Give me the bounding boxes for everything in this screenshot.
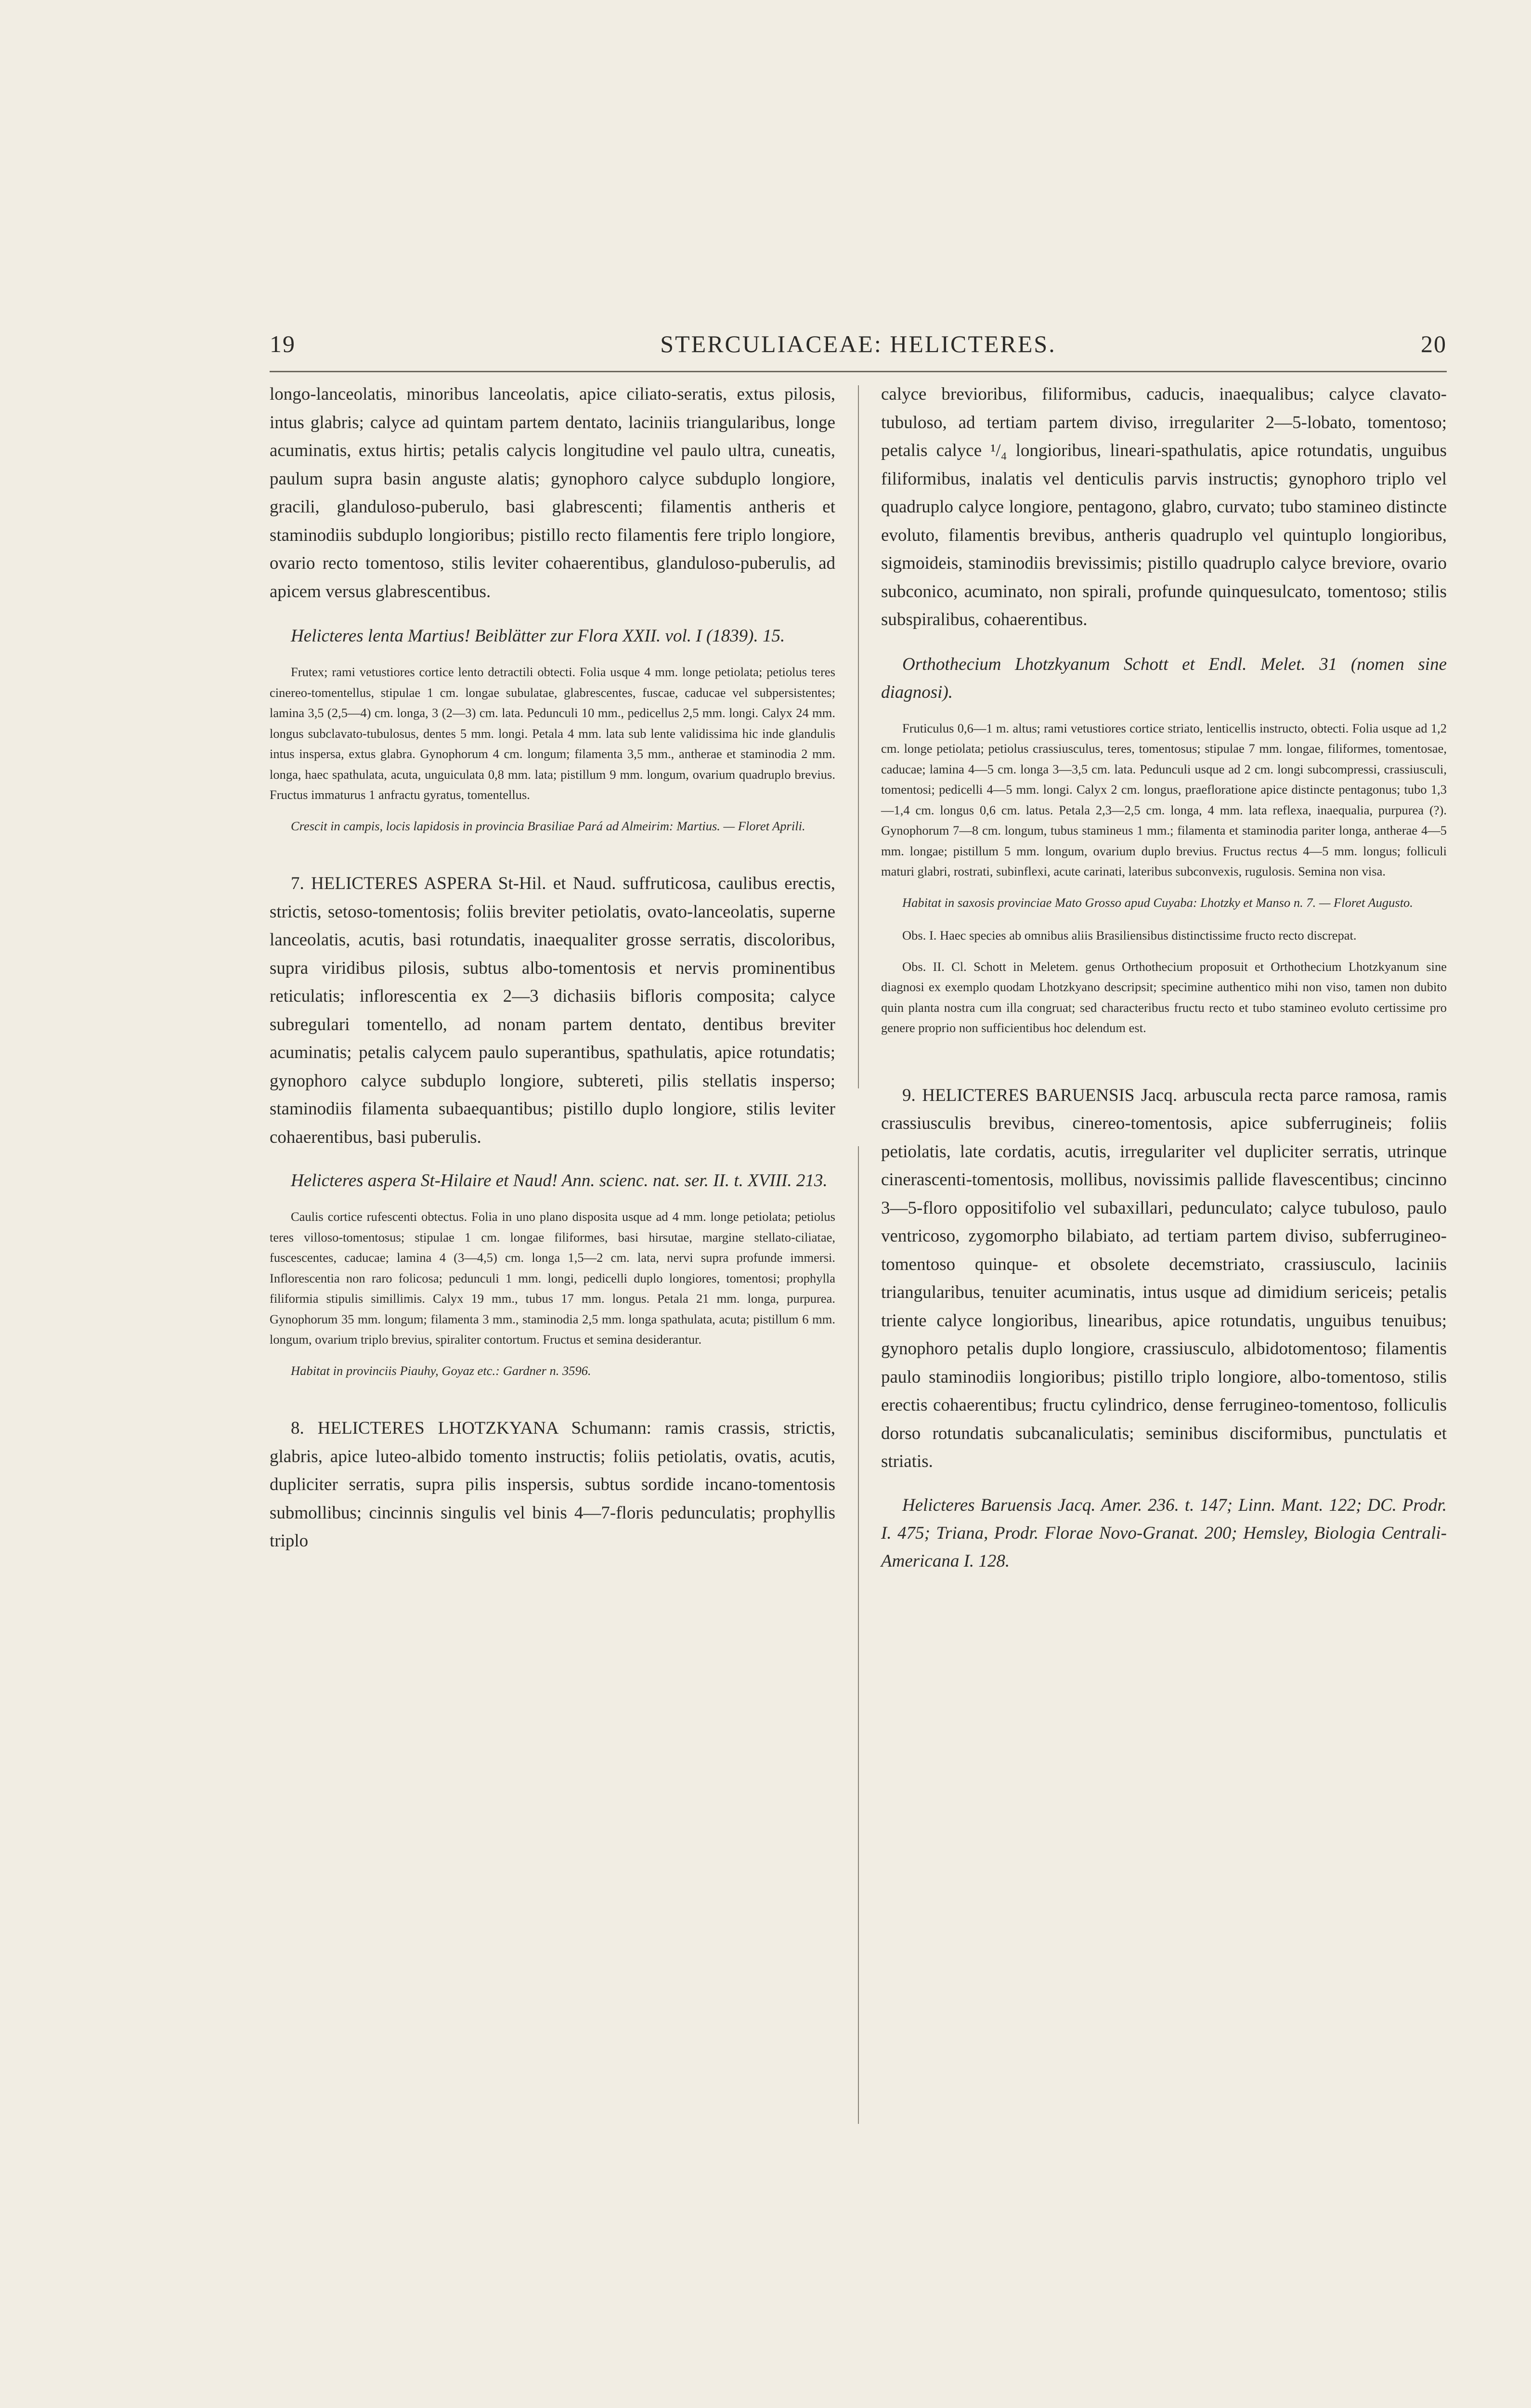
habitat: Habitat in saxosis provinciae Mato Grosso apud Cuyaba: Lhotzky et Manso n. 7. — Floret Augusto.	[902, 895, 1413, 910]
column-divider	[858, 385, 859, 1088]
page-number-left: 19	[270, 330, 296, 357]
description: Frutex; rami vetustiores cortice lento detractili obtecti. Folia usque 4 mm. longe petiolata; petiolus teres cinereo-tomentellus, stipulae 1 cm. longae subulatae, glabrescentes, fuscae, caducae vel subpersistentes; lamina 3,5 (2,5—4) cm. longa, 3 (2—3) cm. lata. Pedunculi 10 mm., pedicellus 2,5 mm. longi. Calyx 24 mm. longus subclavato-tubulosus, dentes 5 mm. longi. Petala 4 mm. lata sub lente validissima hic inde glandulis intus inspersa, extus glabra. Gynophorum 4 cm. longum; filamenta 3,5 mm., antherae et staminodia 2 mm. longa, haec spathulata, acuta, unguiculata 0,8 mm. lata; pistillum 9 mm. longum, ovarium quadruplo brevius. Fructus immaturus 1 anfractu gyratus, tomentellus.	[270, 665, 835, 802]
reference: Helicteres aspera St-Hilaire et Naud! Ann. scienc. nat. ser. II. t. XVIII. 213.	[291, 1171, 828, 1191]
species-paragraph: 8. HELICTERES LHOTZKYANA Schumann: ramis crassis, strictis, glabris, apice luteo-albido tomento instructis; foliis petiolatis, ovatis, acutis, dupliciter serratis, supra pilis inspersis, subtus sordide incano-tomentosis submollibus; cincinnis singulis vel binis 4—7-floris pedunculatis; prophyllis triplo	[270, 1418, 835, 1551]
page-number-right: 20	[1421, 330, 1447, 357]
description: Caulis cortice rufescenti obtectus. Folia in uno plano disposita usque ad 4 mm. longe petiolata; petiolus teres villoso-tomentosus; stipulae 1 cm. longae filiformes, basi hirsutae, margine stellato-ciliatae, fuscescentes, caducae; lamina 4 (3—4,5) cm. longa 1,5—2 cm. lata, nervi supra profunde immersi. Inflorescentia non raro folicosa; pedunculi 1 mm. longi, pedicelli duplo longiores, tomentosi; prophylla filiformia stipulis simillimis. Calyx 19 mm., tubus 17 mm. longus. Petala 21 mm. longa, purpurea. Gynophorum 35 mm. longum; filamenta 3 mm., staminodia 2,5 mm. longa spathulata, acuta; pistillum 6 mm. longum, ovarium triplo brevius, spiraliter contortum. Fructus et semina desiderantur.	[270, 1209, 835, 1347]
reference: Helicteres lenta Martius! Beiblätter zur Flora XXII. vol. I (1839). 15.	[291, 626, 785, 646]
habitat: Habitat in provinciis Piauhy, Goyaz etc.: Gardner n. 3596.	[291, 1363, 591, 1378]
species-paragraph: 9. HELICTERES BARUENSIS Jacq. arbuscula recta parce ramosa, ramis crassiusculis brevibus, cinereo-tomentosis, apice subferrugineis; foliis petiolatis, late cordatis, acutis, irregulariter vel dupliciter serratis, utrinque cinerascenti-tomentosis, mollibus, novissimis pallide flavescentibus; cincinno 3—5-floro oppositifolio vel subaxillari, pedunculato; calyce tubuloso, paulo ventricoso, zygomorpho bilabiato, ad tertiam partem diviso, subferrugineo-tomentoso quinque- et obsolete decemstriato, crassiusculo, laciniis triangularibus, tenuiter acuminatis, intus usque ad dimidium sericeis; petalis triente calyce longioribus, linearibus, apice rotundatis, unguibus tenuibus; gynophoro petalis duplo longiore, crassiusculo, albidotomentoso; filamentis paulo staminodiis longioribus; pistillo triplo longiore, albo-tomentoso, stilis erectis cohaerentibus; fructu cylindrico, dense ferrugineo-tomentoso, folliculis dorso rotundatis subcanaliculatis; seminibus disciformibus, punctulatis et striatis.	[881, 1085, 1447, 1471]
reference: Orthothecium Lhotzkyanum Schott et Endl. Melet. 31 (nomen sine diagnosi).	[881, 654, 1447, 702]
running-title: STERCULIACEAE: HELICTERES.	[660, 330, 1056, 357]
species-paragraph: 7. HELICTERES ASPERA St-Hil. et Naud. suffruticosa, caulibus erectis, strictis, setoso-tomentosis; foliis breviter petiolatis, ovato-lanceolatis, superne lanceolatis, acutis, basi rotundatis, inaequaliter grosse serratis, discoloribus, supra viridibus pilosis, subtus albo-tomentosis et nervis prominentibus reticulatis; inflorescentia ex 2—3 dichasiis bifloris composita; calyce subregulari tomentello, ad nonam partem dentato, dentibus breviter acuminatis; petalis calycem paulo superantibus, spathulatis, apice rotundatis; gynophoro calyce subduplo longiore, subtereti, pilis stellatis insperso; staminodiis filamenta subaequantibus; pistillo duplo longiore, stilis leviter cohaerentibus, basi puberulis.	[270, 874, 835, 1147]
reference: Helicteres Baruensis Jacq. Amer. 236. t. 147; Linn. Mant. 122; DC. Prodr. I. 475; Triana, Prodr. Florae Novo-Granat. 200; Hemsley, Biologia Centrali-Americana I. 128.	[881, 1495, 1447, 1571]
habitat: Crescit in campis, locis lapidosis in provincia Brasiliae Pará ad Almeirim: Martius. — Floret Aprili.	[291, 818, 805, 833]
column-divider	[858, 1146, 859, 2124]
paragraph: calyce brevioribus, filiformibus, caducis, inaequalibus; calyce clavato-tubuloso, ad tertiam partem diviso, irregulariter 2—5-lobato, tomentoso; petalis calyce ¹/₄ longioribus, lineari-spathulatis, apice rotundatis, unguibus filiformibus, inalatis vel denticulis parvis instructis; gynophoro triplo vel quadruplo calyce longiore, pentagono, glabro, curvato; tubo stamineo distincte evoluto, filamentis brevibus, antheris quadruplo vel quintuplo longioribus, sigmoideis, staminodiis brevissimis; pistillo quadruplo calyce breviore, ovario subconico, acuminato, non spirali, profunde quinquesulcato, tomentoso; stilis subspiralibus, cohaerentibus.	[881, 384, 1447, 629]
running-header	[270, 330, 1447, 364]
observation: Obs. I. Haec species ab omnibus aliis Brasiliensibus distinctissime fructo recto discrepat.	[902, 928, 1357, 942]
description: Fruticulus 0,6—1 m. altus; rami vetustiores cortice striato, lenticellis instructo, obtecti. Folia usque ad 1,2 cm. longe petiolata; petiolus crassiusculus, teres, tomentosus; stipulae 7 mm. longae, filiformes, tomentosae, caducae; lamina 4—5 cm. longa 3—3,5 cm. lata. Pedunculi usque ad 2 cm. longi subcompressi, crassiusculi, tomentosi; pedicelli 4—5 mm. longi. Calyx 2 cm. longus, praefloratione apice distincte pentagonus; tubo 1,3—1,4 cm. longus 0,6 cm. latus. Petala 2,3—2,5 cm. longa, 4 mm. lata reflexa, inaequalia, purpurea (?). Gynophorum 7—8 cm. longum, tubus stamineus 1 mm.; filamenta et staminodia pariter longa, antherae 4—5 mm. longae; pistillum 5 mm. longum, ovarium duplo brevius. Fructus rectus 4—5 mm. longus; folliculi maturi glabri, rostrati, subinflexi, acute carinati, lateribus subconvexis, rugulosis. Semina non visa.	[881, 720, 1447, 878]
observation: Obs. II. Cl. Schott in Meletem. genus Orthothecium proposuit et Orthothecium Lhotzkyanum sine diagnosi ex exemplo quodam Lhotzkyano descripsit; specimine authentico mihi non viso, tamen non dubito quin planta nostra cum illa congruat; sed characteribus fructu recto et tubo stamineo evoluto certissime pro genere proprio non sufficientibus hoc delendum est.	[881, 959, 1447, 1035]
paragraph: longo-lanceolatis, minoribus lanceolatis, apice ciliato-seratis, extus pilosis, intus glabris; calyce ad quintam partem dentato, laciniis triangularibus, longe acuminatis, extus hirtis; petalis calycis longitudine vel paulo ultra, cuneatis, paulum supra basin anguste alatis; gynophoro calyce subduplo longiore, gracili, glanduloso-puberulo, basi glabrescenti; filamentis antheris et staminodiis subduplo longioribus; pistillo recto filamentis fere triplo longiore, ovario recto tomentoso, stilis leviter cohaerentibus, glanduloso-puberulis, ad apicem versus glabrescentibus.	[270, 384, 835, 602]
header-rule	[270, 371, 1447, 372]
right-column	[881, 380, 1447, 1575]
left-column	[270, 380, 835, 1556]
